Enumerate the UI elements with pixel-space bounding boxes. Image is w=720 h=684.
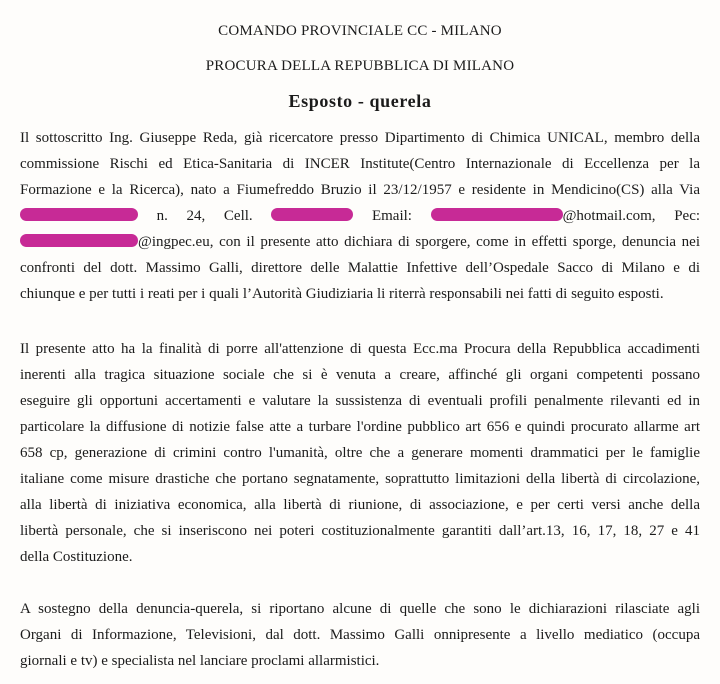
text-line: A sostegno della denuncia-querela, si riportano alcune di quelle che sono le dichiarazioni rilasciate agli [20, 601, 700, 617]
header-line-1: COMANDO PROVINCIALE CC - MILANO [218, 23, 502, 39]
paragraph-2 [20, 336, 700, 570]
redaction-mark [20, 234, 138, 247]
text-line: commissione Rischi ed Etica-Sanitaria di INCER Institute(Centro Internazionale di Eccellenza per la [20, 156, 700, 172]
text-line: particolare la diffusione di notizie false atte a turbare l'ordine pubblico art 656 e quindi procurato allarme art [20, 419, 700, 435]
text-line: della Costituzione. [20, 549, 133, 565]
text-line: Il presente atto ha la finalità di porre all'attenzione di questa Ecc.ma Procura della Repubblica accadimenti [20, 341, 700, 357]
text-line: confronti del dott. Massimo Galli, direttore delle Malattie Infettive dell’Ospedale Sacco di Milano e di [20, 260, 700, 276]
header-line-2: PROCURA DELLA REPUBBLICA DI MILANO [205, 58, 515, 74]
redaction-mark [271, 208, 353, 221]
text-line: 658 cp, generazione di crimini contro l'umanità, oltre che a generare momenti drammatici per le famiglie [20, 445, 700, 461]
redaction-mark [431, 208, 563, 221]
text-line: giornali e tv) e specialista nel lanciare proclami allarmistici. [20, 653, 380, 669]
paragraph-1 [20, 125, 700, 307]
text-line-with-redactions: @ingpec.eu, con il presente atto dichiara di sporgere, come in effetti sporge, denuncia nei [20, 229, 700, 255]
text-line: Il sottoscritto Ing. Giuseppe Reda, già ricercatore presso Dipartimento di Chimica UNICAL, membro della [20, 130, 700, 146]
text-line: Formazione e la Ricerca), nato a Fiumefreddo Bruzio il 23/12/1957 e residente in Mendicino(CS) alla Via [20, 182, 700, 198]
text-line: chiunque e per tutti i reati per i quali l’Autorità Giudiziaria li riterrà responsabili nei fatti di seguito esposti. [20, 286, 664, 302]
document-title: Esposto - querela [288, 91, 432, 111]
text-line-with-redactions: n. 24, Cell. Email: @hotmail.com, Pec: [20, 203, 700, 229]
paragraph-3 [20, 596, 700, 674]
text-line: libertà personale, che si inseriscono nei poteri costituzionalmente garantiti dall’art.13, 16, 17, 18, 27 e 41 [20, 523, 700, 539]
text-line: Organi di Informazione, Televisioni, dal dott. Massimo Galli onnipresente a livello mediatico (occupa [20, 627, 700, 643]
text-line: alla libertà di iniziativa economica, alla libertà di riunione, di associazione, e per certi versi anche della [20, 497, 700, 513]
text-line: eseguire gli opportuni accertamenti e valutare la sussistenza di eventuali profili penalmente rilevanti ed in [20, 393, 700, 409]
text-line: italiane come misure drastiche che portano segnatamente, soprattutto limitazioni della libertà di circolazione, [20, 471, 700, 487]
text-line: inerenti alla tragica situazione sociale che si è venuta a creare, affinché gli organi competenti possano [20, 367, 700, 383]
redaction-mark [20, 208, 138, 221]
